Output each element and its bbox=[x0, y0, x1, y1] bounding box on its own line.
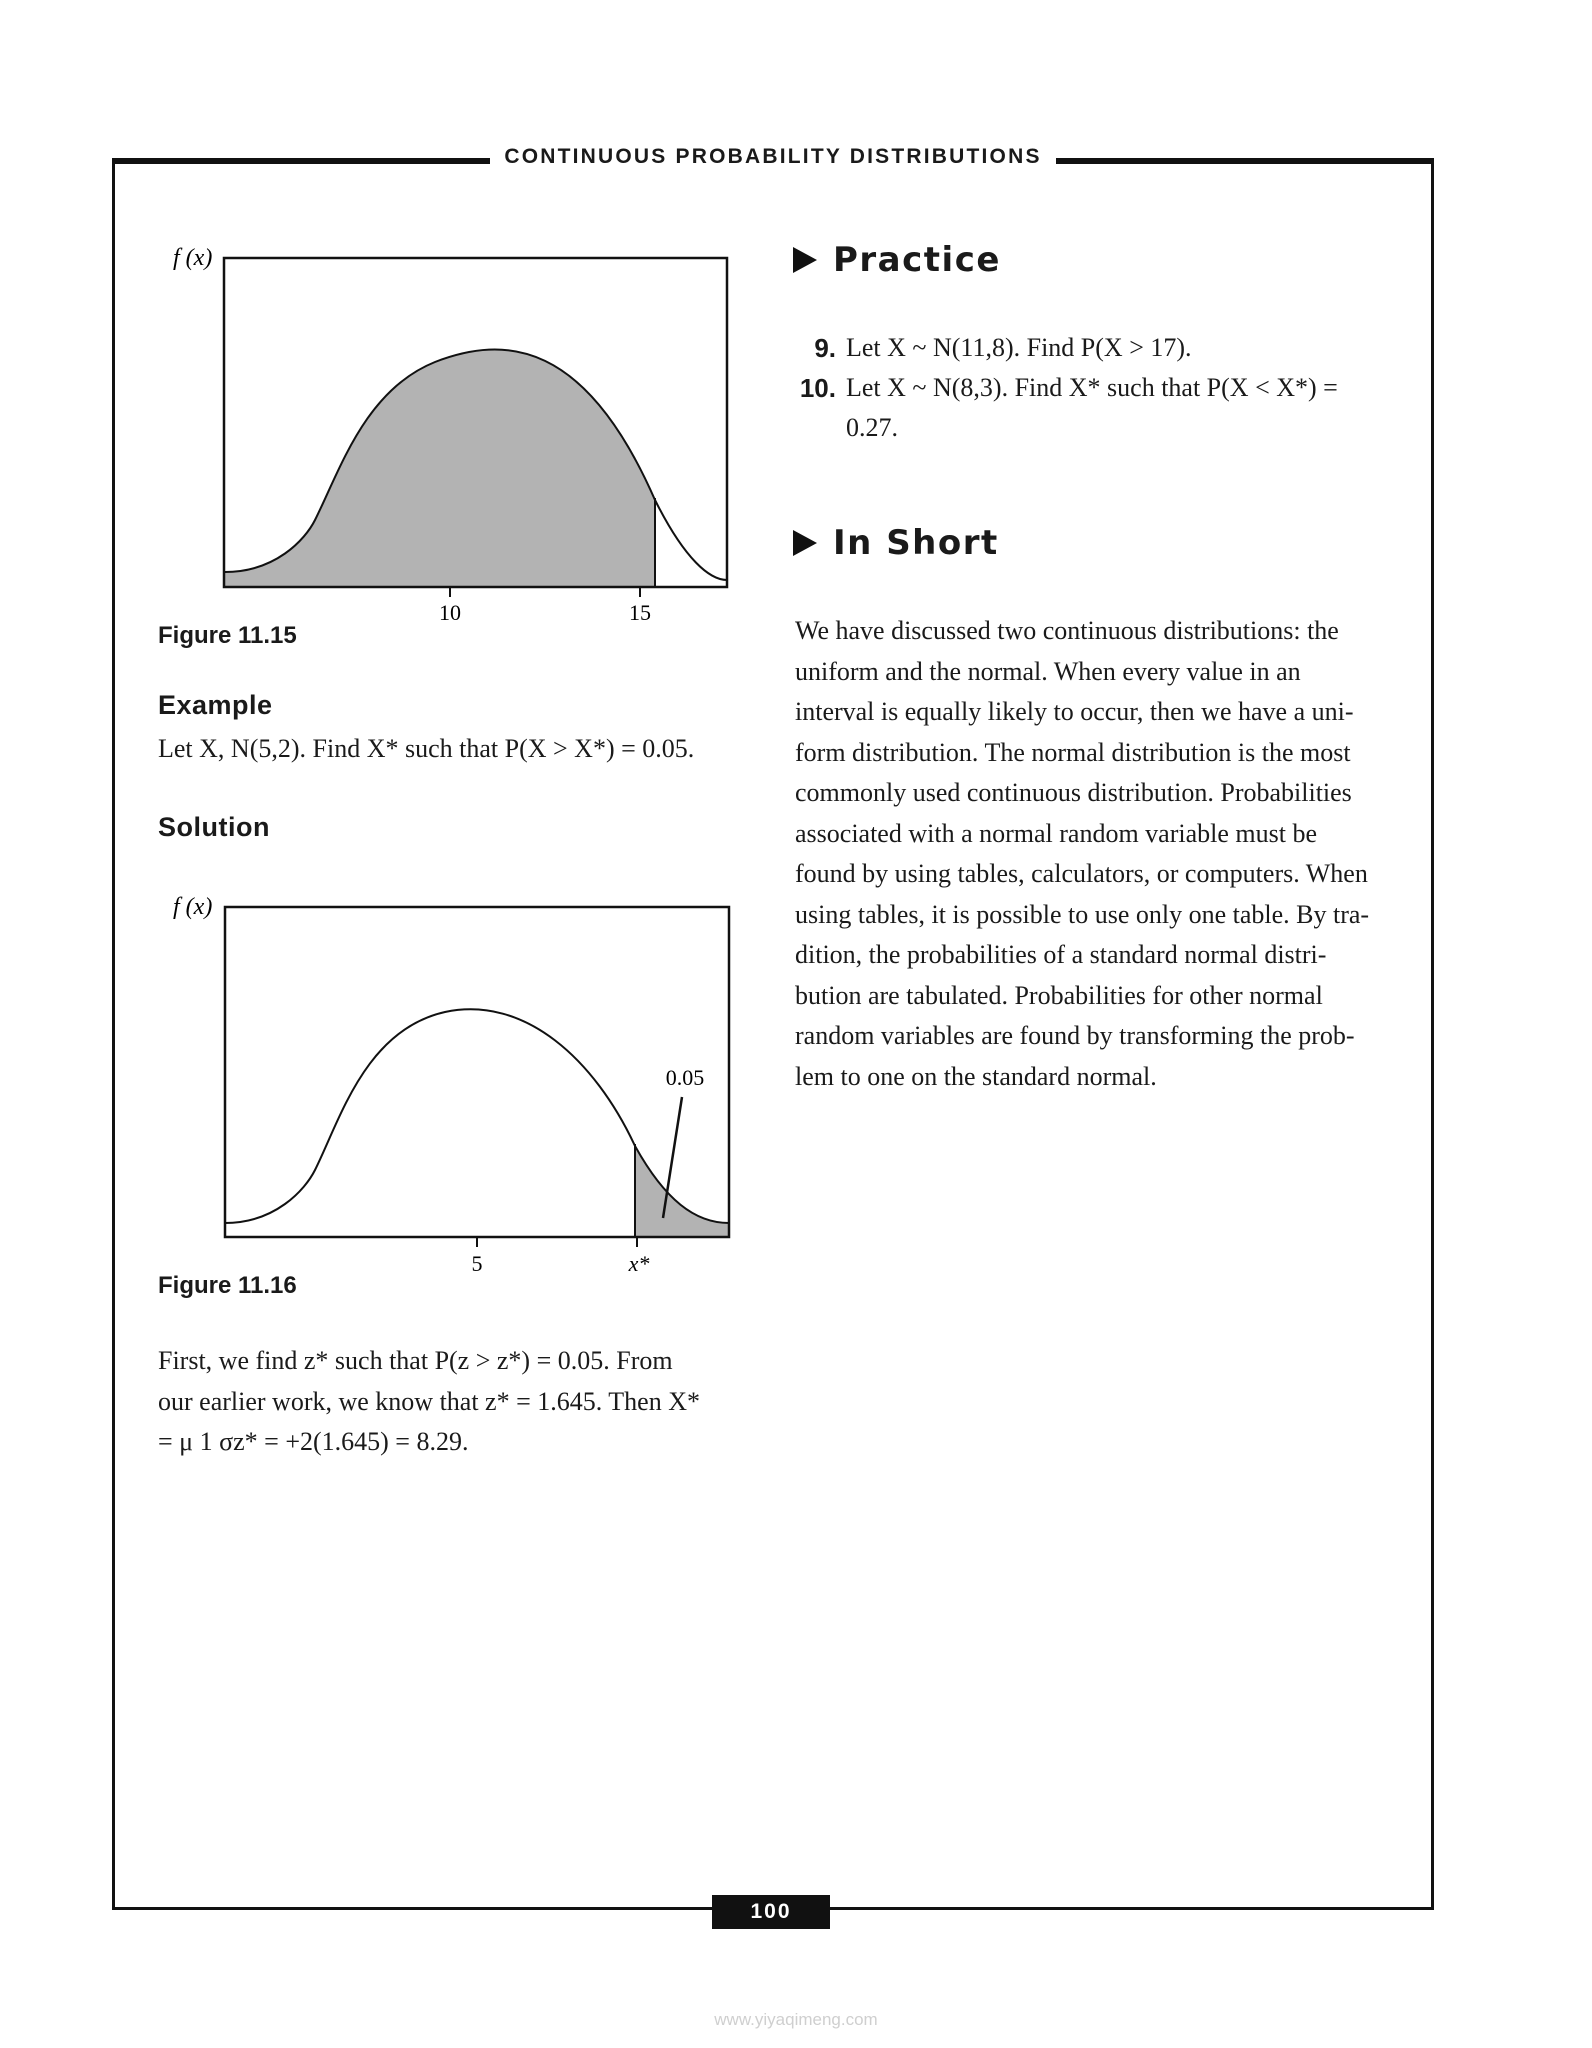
solution-line: our earlier work, we know that z* = 1.645. Then X* bbox=[158, 1386, 700, 1416]
in-short-line: commonly used continuous distribution. Probabilities bbox=[795, 778, 1352, 807]
figure-11-15-caption: Figure 11.15 bbox=[158, 622, 297, 649]
example-text: Let X, N(5,2). Find X* such that P(X > X*) = 0.05. bbox=[158, 734, 695, 763]
in-short-line: We have discussed two continuous distributions: the bbox=[795, 616, 1339, 645]
figure-11-16-chart bbox=[165, 890, 745, 1290]
in-short-line: random variables are found by transforming the prob- bbox=[795, 1021, 1355, 1050]
in-short-heading: In Short bbox=[793, 523, 999, 563]
figure-11-15-chart bbox=[165, 240, 745, 640]
fig1-tick-label-10: 10 bbox=[439, 600, 461, 625]
in-short-line: interval is equally likely to occur, then we have a uni- bbox=[795, 697, 1354, 726]
running-header: CONTINUOUS PROBABILITY DISTRIBUTIONS bbox=[0, 145, 1546, 169]
solution-line: First, we find z* such that P(z > z*) = 0.05. From bbox=[158, 1346, 673, 1375]
in-short-line: bution are tabulated. Probabilities for other normal bbox=[795, 980, 1323, 1010]
fig2-shaded-tail bbox=[635, 1146, 729, 1237]
watermark: www.yiyaqimeng.com bbox=[714, 2010, 878, 2029]
practice-heading: Practice bbox=[793, 240, 1001, 280]
figure-11-15 bbox=[165, 240, 745, 640]
practice-item: 10. Let X ~ N(8,3). Find X* such that P(X < X*) = 0.27. bbox=[799, 373, 1338, 442]
practice-list bbox=[790, 328, 1390, 448]
in-short-line: lem to one on the standard normal. bbox=[795, 1061, 1157, 1091]
triangle-bullet-icon bbox=[793, 247, 817, 273]
fig2-ylabel: f (x) bbox=[173, 894, 213, 920]
in-short-line: form distribution. The normal distribution is the most bbox=[795, 737, 1351, 767]
in-short-line: associated with a normal random variable must be bbox=[795, 818, 1318, 848]
solution-text bbox=[158, 1341, 728, 1463]
in-short-line: using tables, it is possible to use only one table. By tra- bbox=[795, 899, 1370, 929]
solution-line: = μ 1 σz* = +2(1.645) = 8.29. bbox=[158, 1427, 469, 1456]
solution-heading: Solution bbox=[158, 812, 270, 842]
page-number: 100 bbox=[712, 1895, 830, 1929]
practice-item: 9. Let X ~ N(11,8). Find P(X > 17). bbox=[814, 333, 1192, 363]
in-short-line: uniform and the normal. When every value in an bbox=[795, 656, 1301, 686]
fig2-annotation: 0.05 bbox=[665, 1065, 705, 1090]
triangle-bullet-icon bbox=[793, 530, 817, 556]
fig2-tick-label-5: 5 bbox=[471, 1251, 483, 1276]
fig2-tick-label-xstar: x* bbox=[628, 1251, 650, 1276]
figure-11-16 bbox=[165, 890, 745, 1290]
fig1-tick-label-15: 15 bbox=[629, 600, 651, 625]
in-short-line: found by using tables, calculators, or computers. When bbox=[795, 859, 1368, 888]
example-heading: Example bbox=[158, 690, 273, 720]
in-short-line: dition, the probabilities of a standard normal distri- bbox=[795, 940, 1327, 969]
figure-11-16-caption: Figure 11.16 bbox=[158, 1272, 297, 1299]
in-short-text bbox=[795, 611, 1385, 1097]
fig1-ylabel: f (x) bbox=[173, 245, 213, 271]
